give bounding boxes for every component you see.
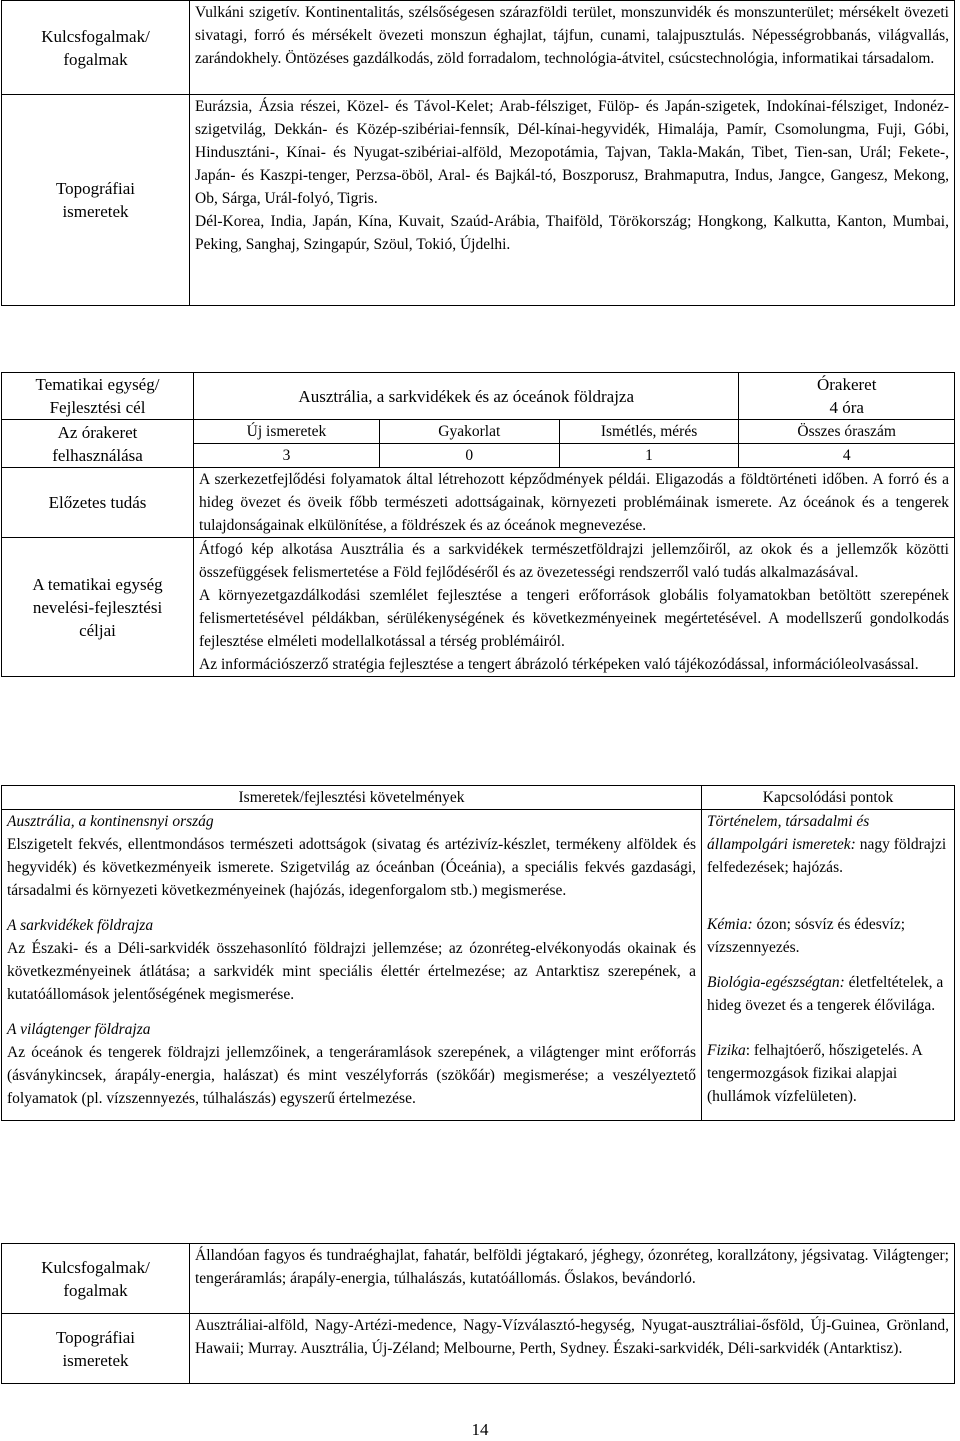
tematikai-label: Tematikai egység/ Fejlesztési cél	[2, 373, 194, 420]
connection-item: Fizika: felhajtóerő, hőszigetelés. A tengermozgások fizikai alapjai (hullámok vízfelületen).	[707, 1042, 922, 1105]
block1-kulcs-row	[2, 1, 955, 95]
block1-topo-row	[2, 95, 955, 306]
felhasznalas-label: Az órakeret felhasználása	[2, 420, 194, 468]
requirements-header: Ismeretek/fejlesztési követelmények	[2, 786, 702, 810]
block1-table	[1, 0, 955, 306]
col-value: 0	[379, 444, 559, 468]
section-title: A sarkvidékek földrajza	[7, 917, 154, 934]
connection-item: Történelem, társadalmi és állampolgári ismeretek: nagy földrajzi felfedezések; hajózás.	[707, 813, 947, 876]
unit-title: Ausztrália, a sarkvidékek és az óceánok földrajza	[194, 373, 739, 420]
orakeret-cell: Órakeret 4 óra	[739, 373, 955, 420]
celjai-paragraph: Az információszerző stratégia fejlesztése a tengert ábrázoló térképeken való tájékozódással, információleolvasással.	[199, 656, 919, 673]
col-header: Új ismeretek	[194, 420, 380, 444]
elozetes-text: A szerkezetfejlődési folyamatok által létrehozott képződmények példái. Eligazodás a földtörténeti időben. A forró és a hideg övezet és öveik főbb természeti adottságainak, környezeti problémáinak ismerete. Az óceánok és a tengerek tulajdonságainak elkülönítése, a földrészek és az óceánok megnevezése.	[194, 468, 955, 538]
topografiai-label: Topográfiai ismeretek	[2, 1314, 190, 1384]
block3-table	[1, 1243, 955, 1384]
celjai-label: A tematikai egység nevelési-fejlesztési céljai	[2, 538, 194, 677]
kulcsfogalmak-text: Állandóan fagyos és tundraéghajlat, fahatár, belföldi jégtakaró, jéghegy, ózonréteg, korallzátony, jégsivatag. Világtenger; tengeráramlás; árapály-energia, túlhalászás, kutatóállomás. Őslakos, bevándorló.	[190, 1244, 955, 1314]
celjai-row	[2, 538, 955, 677]
requirements-body	[2, 810, 702, 1121]
section-text: Az óceánok és tengerek földrajzi jellemzőinek, a tengeráramlások szerepének, a világtenger mint erőforrás (ásványkincsek, árapály-energia, halászat) és mint veszélyforrás (szökőár) megismerése; a veszélyeztető folyamatok (pl. vízszennyezés, túlhalászás) egyszerű értelmezése.	[7, 1044, 696, 1107]
elozetes-row	[2, 468, 955, 538]
col-value: 3	[194, 444, 380, 468]
elozetes-label: Előzetes tudás	[2, 468, 194, 538]
section-title: A világtenger földrajza	[7, 1021, 151, 1038]
celjai-paragraph: Átfogó kép alkotása Ausztrália és a sarkvidékek természetföldrajzi jellemzőiről, az okok és a jellemzők közötti összefüggések felismertetése a Föld fejlődéséről és az övezetességi rendszerről való tudás alkalmazásával.	[199, 541, 949, 581]
block3-topo-row	[2, 1314, 955, 1384]
kulcsfogalmak-label: Kulcsfogalmak/ fogalmak	[2, 1, 190, 95]
connections-header: Kapcsolódási pontok	[702, 786, 955, 810]
col-header: Összes óraszám	[739, 420, 955, 444]
connection-item: Biológia-egészségtan: életfeltételek, a hideg övezet és a tengerek élővilága.	[707, 974, 944, 1014]
requirements-body-row	[2, 810, 955, 1121]
celjai-text	[194, 538, 955, 677]
col-value: 1	[559, 444, 739, 468]
topografiai-paragraph: Dél-Korea, India, Japán, Kína, Kuvait, Szaúd-Arábia, Thaiföld, Törökország; Hongkong, Kalkutta, Kanton, Mumbai, Peking, Sanghaj, Szingapúr, Szöul, Tokió, Újdelhi.	[195, 213, 949, 253]
connection-item: Kémia: ózon; sósvíz és édesvíz; vízszennyezés.	[707, 916, 906, 956]
section-text: Az Északi- és a Déli-sarkvidék összehasonlító földrajzi jellemzése; az ózonréteg-elvékonyodás okainak és következményeinek átlátása; a sarkvidék mint speciális élettér értelmezése; az Antarktisz szerepének, a kutatóállomások jelentőségének megismerése.	[7, 940, 696, 1003]
col-header: Gyakorlat	[379, 420, 559, 444]
col-value: 4	[739, 444, 955, 468]
tematikai-row	[2, 373, 955, 420]
topografiai-text	[190, 95, 955, 306]
topografiai-paragraph: Eurázsia, Ázsia részei, Közel- és Távol-Kelet; Arab-félsziget, Fülöp- és Japán-szigetek, Indokínai-félsziget, Indonéz-szigetvilág, Dekkán- és Közép-szibériai-fennsík, Dél-kínai-hegyvidék, Himalája, Pamír, Csomolungma, Fuji, Góbi, Hindusztáni-, Kínai- és Nyugat-szibériai-alföld, Mezopotámia, Tajvan, Takla-Makán, Tibet, Tien-san, Urál; Fekete-, Japán- és Kaszpi-tenger, Perzsa-öböl, Aral- és Bajkál-tó, Boszporusz, Brahmaputra, Indus, Jangce, Gangesz, Mekong, Ob, Sárga, Urál-folyó, Tigris.	[195, 98, 949, 207]
connections-body	[702, 810, 955, 1121]
block2-table	[1, 372, 955, 677]
felhasznalas-row	[2, 420, 955, 444]
block3-kulcs-row	[2, 1244, 955, 1314]
col-header: Ismétlés, mérés	[559, 420, 739, 444]
requirements-table	[1, 785, 955, 1121]
topografiai-label: Topográfiai ismeretek	[2, 95, 190, 306]
section-text: Elszigetelt fekvés, ellentmondásos természeti adottságok (sivatag és artézivíz-készlet, termékeny alföldek és hegyvidék) és következményeik ismerete. Szigetvilág az óceánban (Óceánia), a speciális fekvés gazdasági, társadalmi és környezeti következményeinek (hajózás, idegenforgalom stb.) megismerése.	[7, 836, 696, 899]
page-number: 14	[471, 1420, 489, 1439]
kulcsfogalmak-text: Vulkáni szigetív. Kontinentalitás, szélsőségesen szárazföldi terület, monszunvidék és monszunterület; mérsékelt övezeti sivatagi, forró és mérsékelt övezeti monszun éghajlat, tájfun, cunami, talajpusztulás. Népességrobbanás, világvallás, zarándokhely. Öntözéses gazdálkodás, zöld forradalom, technológia-átvitel, csúcstechnológia, informatikai társadalom.	[190, 1, 955, 95]
kulcsfogalmak-label: Kulcsfogalmak/ fogalmak	[2, 1244, 190, 1314]
section-title: Ausztrália, a kontinensnyi ország	[7, 813, 214, 830]
topografiai-text: Ausztráliai-alföld, Nagy-Artézi-medence, Nagy-Vízválasztó-hegység, Nyugat-ausztráliai-ősföld, Új-Guinea, Grönland, Hawaii; Murray. Ausztrália, Új-Zéland; Melbourne, Perth, Sydney. Északi-sarkvidék, Déli-sarkvidék (Antarktisz).	[190, 1314, 955, 1384]
celjai-paragraph: A környezetgazdálkodási szemlélet fejlesztése a tengeri erőforrások globális folyamatokban betöltött szerepének felismertetésével példákban, sérülékenységének és következményeinek megértetésével. A modellszerű gondolkodás fejlesztése elméleti modellalkotással a térség problémáiról.	[199, 587, 949, 650]
requirements-header-row	[2, 786, 955, 810]
